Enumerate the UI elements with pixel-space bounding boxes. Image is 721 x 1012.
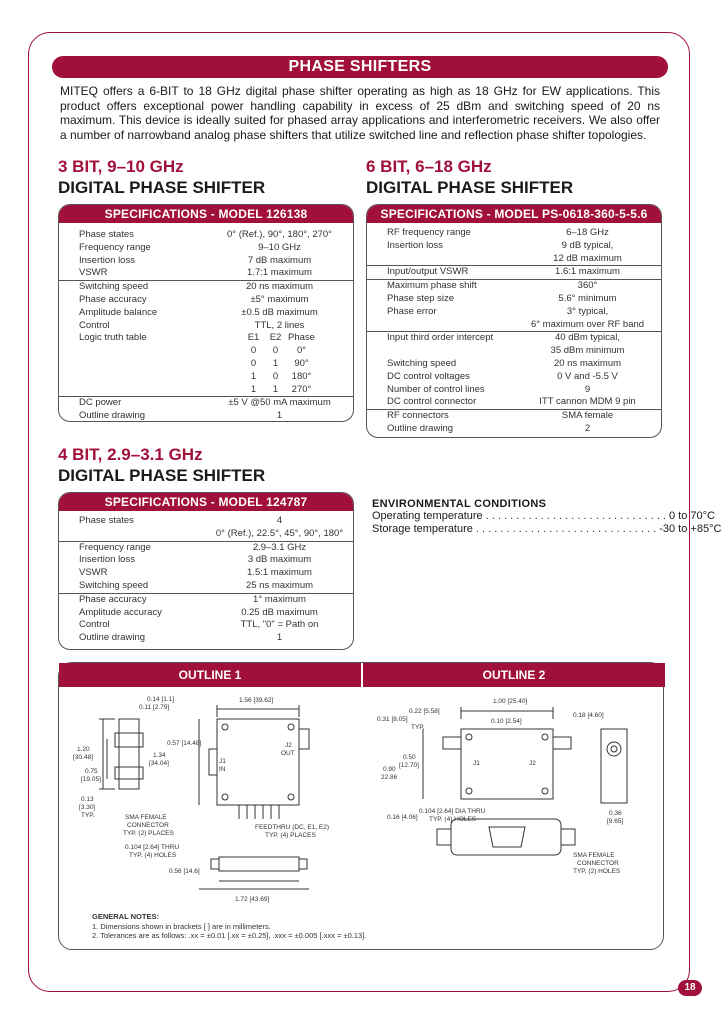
table-row [367, 293, 661, 306]
port-label: OUT [281, 750, 295, 757]
outline-drawings [58, 662, 664, 950]
dim-label: [3.30] [79, 804, 96, 811]
spec-table-124787 [58, 492, 354, 650]
table-row [367, 371, 661, 384]
spec-value: 2 [584, 422, 591, 434]
dim-label: 0.36 [609, 810, 622, 817]
spec-key: Frequency range [79, 541, 151, 553]
section-3bit-title [58, 156, 265, 198]
table-row [59, 594, 353, 607]
table-row [367, 227, 661, 240]
note-label: 0.104 [2.64] THRU [125, 844, 180, 851]
spec-key: Maximum phase shift [387, 280, 477, 292]
spec-value: 1.5:1 maximum [247, 567, 312, 579]
dim-label: 0.31 [8.05] [377, 716, 408, 723]
spec-key: VSWR [79, 267, 108, 279]
section-3bit-line1: 3 BIT, 9–10 GHz [58, 157, 184, 176]
spec-value: 9 dB typical, [561, 239, 614, 251]
note-label: SMA FEMALE [125, 814, 167, 821]
truth-col-phase: Phase [288, 332, 315, 344]
page-number: 18 [678, 980, 702, 996]
table-row [367, 319, 661, 332]
spec-value: 1.6:1 maximum [555, 266, 620, 278]
env-label: Storage temperature [372, 523, 473, 535]
table-row [59, 307, 353, 320]
note-label: TYP. (4) HOLES [129, 852, 177, 859]
feedthru-pins [239, 805, 279, 819]
spec-value: 1.7:1 maximum [247, 267, 312, 279]
spec-value: 5.6° minimum [558, 292, 617, 304]
connector-j2 [299, 729, 309, 749]
environmental-title: ENVIRONMENTAL CONDITIONS [372, 498, 547, 510]
dim-label: [9.65] [607, 818, 624, 825]
main-body [217, 719, 299, 805]
table-row [59, 320, 353, 333]
spec-table-ps0618 [366, 204, 662, 438]
spec-value: SMA female [561, 410, 614, 422]
spec-key: VSWR [79, 567, 108, 579]
truth-cell: 0 [272, 370, 279, 382]
dim-label: 1.72 [43.69] [235, 896, 270, 903]
truth-row [59, 384, 353, 397]
spec-key: Insertion loss [387, 239, 443, 251]
spec-value: 20 ns maximum [553, 357, 622, 369]
truth-cell: 0 [272, 345, 279, 357]
bottom-view-body [451, 819, 561, 855]
port-label: J1 [473, 760, 480, 767]
port-label: IN [219, 766, 226, 773]
notes-title: GENERAL NOTES: [92, 912, 159, 921]
table-row [367, 423, 661, 436]
note-label: SMA FEMALE [573, 852, 615, 859]
dim-label: 0.18 [4.60] [573, 712, 604, 719]
spec-value: 0.25 dB maximum [241, 606, 318, 618]
note-label: TYP. (4) PLACES [265, 832, 316, 839]
truth-cell: 180° [291, 370, 312, 382]
spec-key: Logic truth table [79, 332, 147, 344]
spec-key [367, 319, 514, 332]
spec-key: Insertion loss [79, 554, 135, 566]
mdm-connector [489, 827, 525, 847]
spec-key [367, 253, 514, 266]
spec-key: RF frequency range [387, 227, 471, 238]
truth-table-header [206, 332, 353, 345]
table-row [59, 229, 353, 242]
spec-value: 1° maximum [253, 593, 306, 605]
dim-label: 1.20 [77, 746, 90, 753]
port-label: J2 [285, 742, 292, 749]
spec-value: 12 dB maximum [553, 252, 622, 264]
spec-value: 3° typical, [566, 305, 609, 317]
note-label: 0.104 [2.64] DIA THRU [419, 808, 486, 815]
note-label: FEEDTHRU (DC, E1, E2) [255, 824, 330, 831]
section-4bit-title [58, 444, 265, 486]
port-label: J1 [219, 758, 226, 765]
table-row [59, 397, 353, 410]
section-4bit-line2: DIGITAL PHASE SHIFTER [58, 466, 266, 485]
spec-key: DC control connector [387, 396, 477, 408]
spec-value: 25 ns maximum [245, 579, 314, 591]
spec-key: Phase accuracy [79, 593, 147, 605]
note-1: 1. Dimensions shown in brackets [ ] are in millimeters. [92, 921, 271, 931]
spec-value: 9 [584, 383, 591, 395]
spec-key: Insertion loss [79, 254, 135, 266]
port-label: J2 [529, 760, 536, 767]
general-notes [92, 912, 366, 941]
outline-1-drawing [59, 689, 361, 911]
spec-key: Frequency range [79, 241, 151, 253]
env-row-storage [372, 523, 721, 536]
connector-j2 [553, 737, 571, 749]
table-row [59, 554, 353, 567]
dim-label: 0.75 [85, 768, 98, 775]
table-row [59, 528, 353, 541]
dim-label: 0.10 [2.54] [491, 718, 522, 725]
dim-label: 0.14 [1.1] [147, 696, 175, 703]
table-row [367, 266, 661, 279]
env-row-operating [372, 510, 715, 523]
spec-value: 40 dBm typical, [555, 332, 620, 344]
dim-label: 1.00 [25.40] [493, 698, 528, 705]
dim-label: 0.22 [5.58] [409, 708, 440, 715]
spec-table-title: SPECIFICATIONS - MODEL 124787 [59, 493, 353, 511]
spec-value: 4 [276, 515, 283, 526]
table-row [367, 253, 661, 266]
spec-key [59, 528, 206, 541]
dim-label: 22.86 [381, 774, 398, 781]
env-leader: . . . . . . . . . . . . . . . . . . . . . . . . . . . . . . [475, 523, 657, 535]
dim-label: 0.56 [14.6] [169, 868, 200, 875]
note-label: TYP. (2) PLACES [123, 830, 174, 837]
truth-row [59, 345, 353, 358]
truth-cell: 1 [272, 357, 279, 369]
spec-key: Input/output VSWR [387, 266, 469, 278]
spec-value: ±0.5 dB maximum [241, 306, 318, 318]
outline-1-title: OUTLINE 1 [178, 668, 242, 682]
dim-label: 1.34 [153, 752, 166, 759]
spec-key: Number of control lines [387, 383, 485, 395]
spec-key: Amplitude accuracy [79, 606, 162, 618]
truth-cell: 90° [294, 357, 309, 369]
spec-value: 1 [276, 410, 283, 422]
note-label: CONNECTOR [127, 822, 169, 829]
connector-j1 [209, 749, 217, 775]
table-row [367, 396, 661, 409]
env-leader: . . . . . . . . . . . . . . . . . . . . . . . . . . . . . . [485, 510, 666, 522]
spec-value: 3 dB maximum [247, 554, 312, 566]
spec-key: Input third order intercept [387, 332, 494, 344]
table-row [367, 240, 661, 253]
truth-cell: 270° [291, 383, 312, 395]
side-view-body [601, 729, 627, 803]
spec-key: Phase states [79, 515, 134, 526]
dim-label: 0.11 [2.79] [139, 704, 170, 711]
spec-key: Phase step size [387, 292, 455, 304]
spec-key [367, 345, 514, 358]
spec-value: 360° [577, 280, 598, 292]
spec-value: 2.9–3.1 GHz [252, 541, 307, 553]
spec-value: ±5 V @50 mA maximum [228, 397, 331, 409]
env-label: Operating temperature [372, 510, 483, 522]
table-row [367, 306, 661, 319]
spec-value: ±5° maximum [250, 293, 309, 305]
note-label: TYP. (2) HOLES [573, 868, 621, 875]
truth-cell: 1 [272, 383, 279, 395]
note-2: 2. Tolerances are as follows: .xx = ±0.01 [.xx = ±0.25], .xxx = ±0.005 [.xxx = ±0.13]. [92, 931, 367, 940]
section-6bit-line2: DIGITAL PHASE SHIFTER [366, 178, 574, 197]
dim-label: 0.13 [81, 796, 94, 803]
spec-key: Switching speed [79, 579, 149, 591]
bottom-view-body [219, 857, 299, 871]
truth-cell: 1 [250, 383, 257, 395]
dim-label: 0.57 [14.48] [167, 740, 202, 747]
spec-key: Switching speed [79, 281, 149, 293]
outline-2-title: OUTLINE 2 [482, 668, 546, 682]
table-row [59, 607, 353, 620]
side-view-connector [607, 742, 621, 756]
table-row [367, 410, 661, 423]
truth-col-e2: E2 [269, 332, 282, 344]
spec-value: ITT cannon MDM 9 pin [539, 396, 636, 408]
table-row [367, 332, 661, 345]
table-row [59, 332, 353, 345]
table-row [59, 267, 353, 280]
spec-key: Switching speed [387, 357, 457, 369]
dim-label: 0.90 [383, 766, 396, 773]
dim-label: [30.48] [73, 754, 93, 761]
environmental-conditions [372, 498, 721, 536]
spec-value: 6° maximum over RF band [530, 318, 645, 330]
dim-label: [34.04] [149, 760, 169, 767]
truth-cell: 1 [250, 370, 257, 382]
note-label: TYP. (4) HOLES [429, 816, 477, 823]
spec-value: 7 dB maximum [247, 254, 312, 266]
spec-key: Phase accuracy [79, 293, 147, 305]
page-title: PHASE SHIFTERS [52, 56, 668, 78]
dim-label: TYP. [81, 812, 95, 819]
table-row [59, 632, 353, 645]
env-value: -30 to +85°C [659, 523, 721, 535]
spec-key: Phase error [387, 305, 437, 317]
spec-key: Outline drawing [387, 422, 454, 434]
table-row [59, 580, 353, 593]
table-row [367, 280, 661, 293]
spec-value: 20 ns maximum [245, 281, 314, 293]
table-row [59, 294, 353, 307]
table-row [367, 358, 661, 371]
spec-value: 0 V and -5.5 V [557, 370, 618, 382]
truth-cell: 0° [296, 345, 307, 357]
spec-value: 35 dBm minimum [550, 345, 625, 357]
spec-table-title: SPECIFICATIONS - MODEL PS-0618-360-5-5.6 [367, 205, 661, 223]
connector-j1 [443, 737, 461, 749]
table-row [59, 619, 353, 632]
table-row [59, 567, 353, 580]
spec-key: RF connectors [387, 410, 449, 422]
section-6bit-title [366, 156, 573, 198]
outline-divider [361, 663, 363, 687]
note-label: CONNECTOR [577, 860, 619, 867]
dim-label: 0.16 [4.06] [387, 814, 418, 821]
spec-key: Control [79, 619, 110, 631]
section-4bit-line1: 4 BIT, 2.9–3.1 GHz [58, 445, 203, 464]
spec-key: Control [79, 319, 110, 331]
dim-label: 0.50 [403, 754, 416, 761]
table-row [59, 542, 353, 555]
spec-value: 0° (Ref.), 22.5°, 45°, 90°, 180° [215, 527, 344, 539]
section-6bit-line1: 6 BIT, 6–18 GHz [366, 157, 492, 176]
spec-value: 9–10 GHz [258, 241, 301, 253]
spec-value: TTL, 2 lines [254, 319, 305, 331]
outline-2-drawing [363, 689, 665, 911]
dim-label: [12.70] [399, 762, 419, 769]
spec-key: Outline drawing [79, 632, 146, 644]
table-row [367, 345, 661, 358]
table-row [59, 515, 353, 528]
intro-paragraph: MITEQ offers a 6-BIT to 18 GHz digital phase shifter operating as high as 18 GHz for EW applications. This product offers exceptional power handling capability in excess of 25 dBm and switching speed of 20 ns maximum. This device is ideally suited for phased array applications and interferometric receivers. We also offer a number of narrowband analog phase shifters that utilize switched line and reflection phase shifter topologies. [60, 84, 660, 142]
spec-value: 0° (Ref.), 90°, 180°, 270° [227, 229, 332, 240]
spec-table-126138 [58, 204, 354, 422]
truth-col-e1: E1 [247, 332, 260, 344]
truth-row [59, 358, 353, 371]
truth-cell: 0 [250, 357, 257, 369]
section-3bit-line2: DIGITAL PHASE SHIFTER [58, 178, 266, 197]
table-row [367, 384, 661, 397]
dim-label: [19.05] [81, 776, 101, 783]
dim-label: TYP. [411, 724, 425, 731]
truth-row [59, 371, 353, 384]
env-value: 0 to 70°C [669, 510, 715, 522]
table-row [59, 281, 353, 294]
spec-value: TTL, "0" = Path on [240, 619, 319, 631]
table-row [59, 255, 353, 268]
table-row [59, 410, 353, 423]
spec-value: 1 [276, 632, 283, 644]
table-row [59, 242, 353, 255]
spec-key: Amplitude balance [79, 306, 158, 318]
spec-key: Outline drawing [79, 410, 146, 422]
dim-label: 1.56 [39.62] [239, 697, 274, 704]
spec-key: Phase states [79, 229, 134, 240]
truth-cell: 0 [250, 345, 257, 357]
spec-key: DC power [79, 397, 122, 409]
spec-key: DC control voltages [387, 370, 470, 382]
spec-table-title: SPECIFICATIONS - MODEL 126138 [59, 205, 353, 223]
spec-value: 6–18 GHz [566, 227, 609, 238]
